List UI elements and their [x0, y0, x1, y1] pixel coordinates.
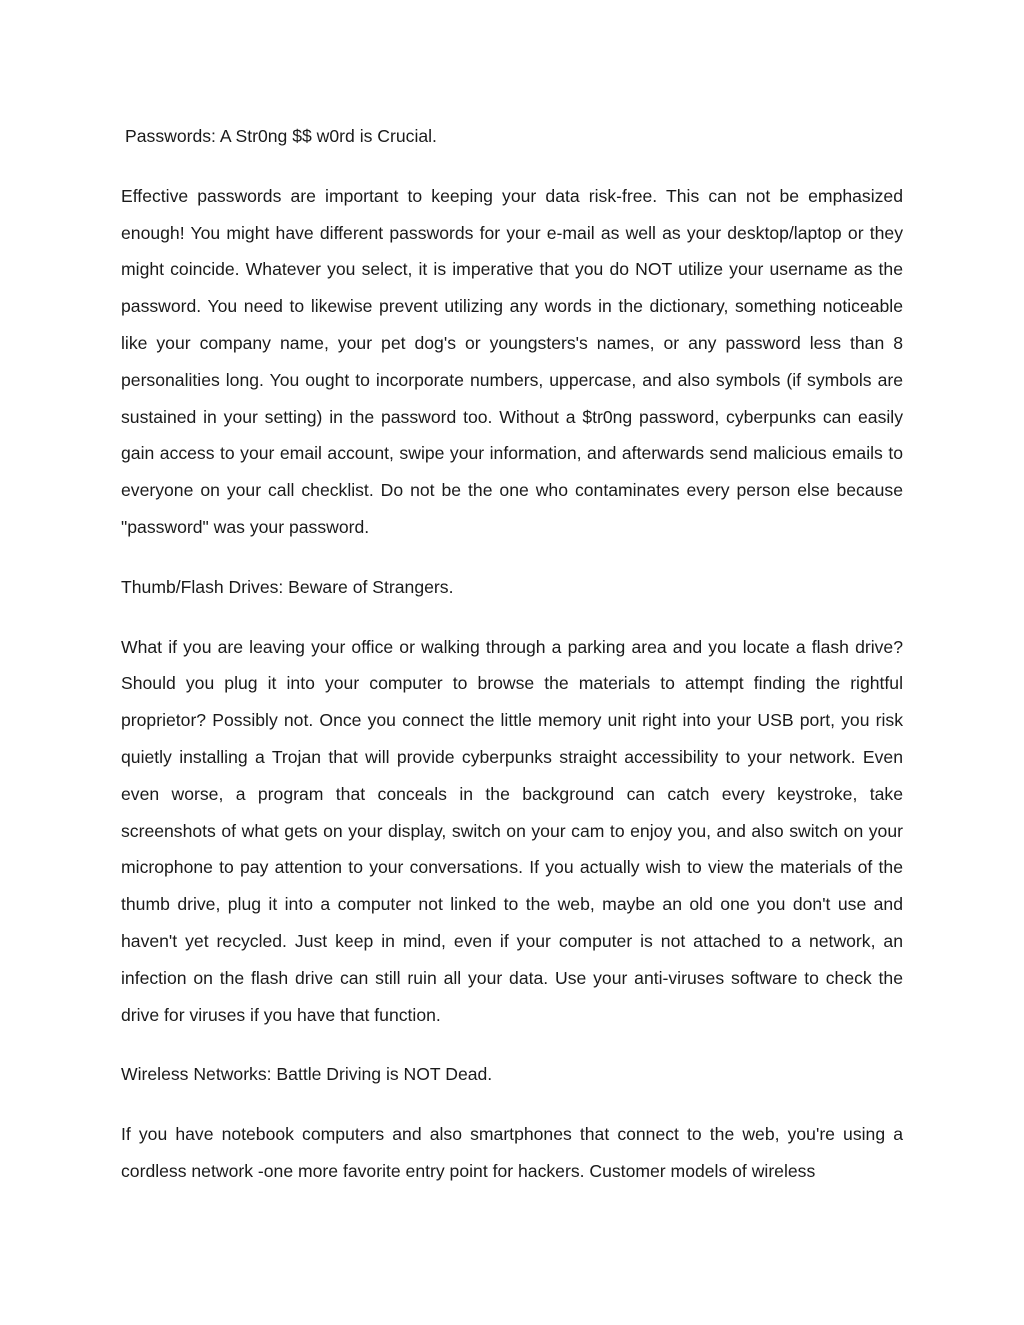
section-body-passwords: Effective passwords are important to keeping your data risk-free. This can not be emphasized enough! You might have different passwords for your e-mail as well as your desktop/laptop or they might coincide. Whatever you select, it is imperative that you do NOT utilize your username as the password. You need to likewise prevent utilizing any words in the dictionary, something noticeable like your company name, your pet dog's or youngsters's names, or any password less than 8 personalities long. You ought to incorporate numbers, uppercase, and also symbols (if symbols are sustained in your setting) in the password too. Without a $tr0ng password, cyberpunks can easily gain access to your email account, swipe your information, and afterwards send malicious emails to everyone on your call checklist. Do not be the one who contaminates every person else because "password" was your password.	[121, 185, 903, 537]
section-heading-flash-drives: Thumb/Flash Drives: Beware of Strangers.	[121, 576, 454, 597]
section-body-flash-drives: What if you are leaving your office or walking through a parking area and you locate a flash drive? Should you plug it into your computer to browse the materials to attempt finding the rightful proprietor? Possibly not. Once you connect the little memory unit right into your USB port, you risk quietly installing a Trojan that will provide cyberpunks straight accessibility to your network. Even even worse, a program that conceals in the background can catch every keystroke, take screenshots of what gets on your display, switch on your cam to enjoy you, and also switch on your microphone to pay attention to your conversations. If you actually wish to view the materials of the thumb drive, plug it into a computer not linked to the web, maybe an old one you don't use and haven't yet recycled. Just keep in mind, even if your computer is not attached to a network, an infection on the flash drive can still ruin all your data. Use your anti-viruses software to check the drive for viruses if you have that function.	[121, 636, 903, 1025]
document-body	[121, 118, 903, 1213]
section-heading-passwords: Passwords: A Str0ng $$ w0rd is Crucial.	[125, 126, 437, 146]
section-heading-wireless: Wireless Networks: Battle Driving is NOT Dead.	[121, 1064, 493, 1085]
section-body-wireless: If you have notebook computers and also smartphones that connect to the web, you're using a cordless network -one more favorite entry point for hackers. Customer models of wireless	[121, 1124, 903, 1181]
